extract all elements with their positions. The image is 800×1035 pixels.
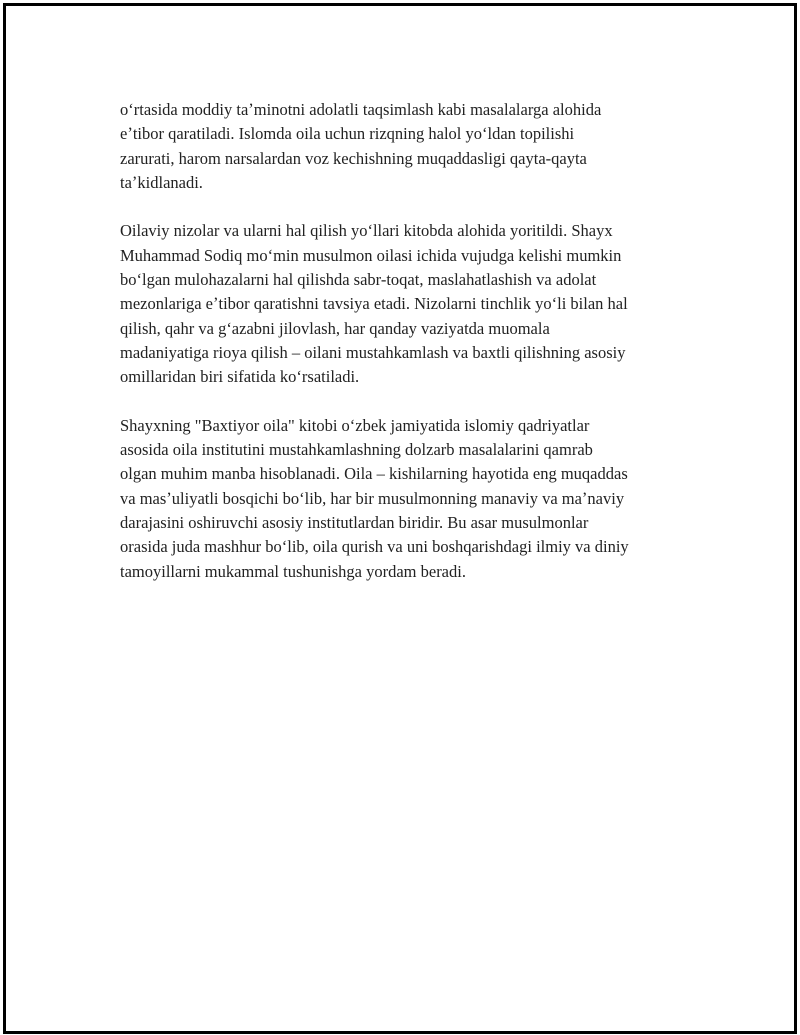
text-line: Shayxning "Baxtiyor oila" kitobi oʻzbek jamiyatida islomiy qadriyatlar: [120, 415, 590, 435]
text-line: boʻlgan mulohazalarni hal qilishda sabr-toqat, maslahatlashish va adolat: [120, 270, 597, 290]
paragraph-1: [120, 98, 700, 195]
paragraph-3: [120, 414, 700, 584]
text-line: eʼtibor qaratiladi. Islomda oila uchun rizqning halol yoʻldan topilishi: [120, 124, 575, 144]
text-line: madaniyatiga rioya qilish – oilani mustahkamlash va baxtli qilishning asosiy: [120, 342, 626, 362]
text-line: mezonlariga eʼtibor qaratishni tavsiya etadi. Nizolarni tinchlik yoʻli bilan hal: [120, 294, 628, 314]
text-line: taʼkidlanadi.: [120, 172, 203, 192]
document-page: [3, 3, 797, 1034]
text-line: omillaridan biri sifatida koʻrsatiladi.: [120, 367, 360, 387]
text-line: zarurati, harom narsalardan voz kechishning muqaddasligi qayta-qayta: [120, 148, 587, 168]
text-line: Muhammad Sodiq moʻmin musulmon oilasi ichida vujudga kelishi mumkin: [120, 245, 622, 265]
paragraph-2: [120, 219, 700, 389]
document-body: [120, 98, 700, 608]
text-line: tamoyillarni mukammal tushunishga yordam beradi.: [120, 561, 466, 581]
text-line: orasida juda mashhur boʻlib, oila qurish va uni boshqarishdagi ilmiy va diniy: [120, 537, 629, 557]
text-line: olgan muhim manba hisoblanadi. Oila – kishilarning hayotida eng muqaddas: [120, 464, 628, 484]
text-line: qilish, qahr va gʻazabni jilovlash, har qanday vaziyatda muomala: [120, 318, 550, 338]
text-line: darajasini oshiruvchi asosiy institutlardan biridir. Bu asar musulmonlar: [120, 513, 589, 533]
text-line: va masʼuliyatli bosqichi boʻlib, har bir musulmonning manaviy va maʼnaviy: [120, 488, 625, 508]
text-line: asosida oila institutini mustahkamlashning dolzarb masalalarini qamrab: [120, 440, 593, 460]
text-line: oʻrtasida moddiy taʼminotni adolatli taqsimlash kabi masalalarga alohida: [120, 100, 602, 119]
text-line: Oilaviy nizolar va ularni hal qilish yoʻllari kitobda alohida yoritildi. Shayx: [120, 221, 613, 241]
